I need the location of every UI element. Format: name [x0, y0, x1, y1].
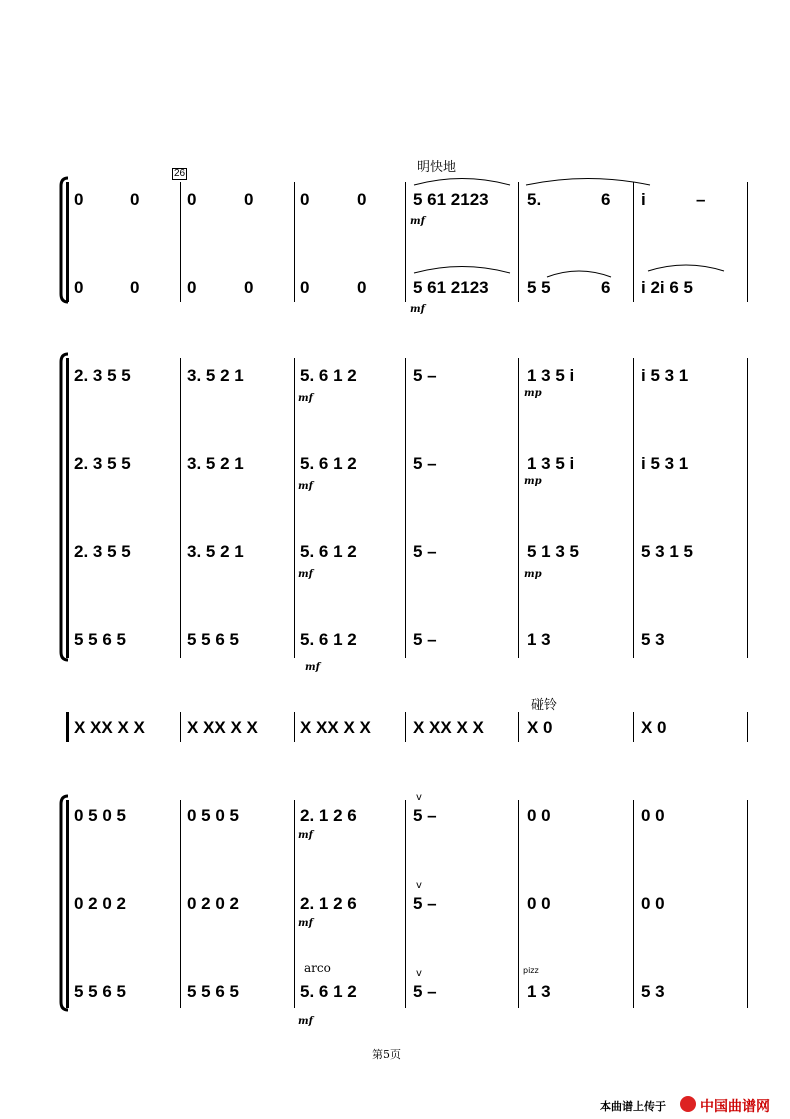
note: 0 — [74, 278, 84, 297]
note-group: 1 3 5 i — [527, 366, 575, 385]
breath-mark: v — [416, 792, 422, 803]
percussion-left-barline — [66, 712, 69, 742]
note-group: 5 – — [413, 630, 437, 649]
note-group: 3. 5 2 1 — [187, 366, 244, 385]
barline — [180, 358, 181, 658]
note-group: 1 3 — [527, 982, 551, 1001]
group3-left-barline — [66, 800, 69, 1008]
note-group: 0 0 — [527, 894, 551, 913]
barline — [180, 712, 181, 742]
tempo-mark: 明快地 — [417, 160, 457, 175]
barline — [518, 182, 519, 302]
note-group: 5 3 — [641, 630, 665, 649]
dynamic-mp: mp — [524, 388, 542, 399]
note-group: 0 5 0 5 — [74, 806, 126, 825]
note-group: 5 – — [413, 982, 437, 1001]
note-group: 5. 6 1 2 — [300, 982, 357, 1001]
note: 6 — [601, 278, 611, 297]
note-group: 5 5 — [527, 278, 551, 297]
note: 0 — [187, 278, 197, 297]
note-group: X 0 — [641, 718, 667, 737]
barline — [294, 712, 295, 742]
barline — [294, 182, 295, 302]
note-group: 1 3 5 i — [527, 454, 575, 473]
barline — [747, 182, 748, 302]
note-group: 2. 3 5 5 — [74, 542, 131, 561]
group1-left-barline — [66, 182, 69, 302]
note-group: 0 2 0 2 — [187, 894, 239, 913]
slur — [412, 264, 512, 274]
note-group: X XX X X — [413, 718, 484, 737]
note-group: 1 3 — [527, 630, 551, 649]
note: 0 — [130, 190, 140, 209]
breath-mark: v — [416, 968, 422, 979]
note-group: 5 – — [413, 806, 437, 825]
note: 0 — [244, 278, 254, 297]
barline — [747, 800, 748, 1008]
barline — [180, 182, 181, 302]
note-group: X XX X X — [187, 718, 258, 737]
dynamic-mf: mf — [298, 830, 313, 841]
note-group: 5 3 — [641, 982, 665, 1001]
note-group: 2. 3 5 5 — [74, 366, 131, 385]
note-group: 5. 6 1 2 — [300, 454, 357, 473]
note-group: 0 0 — [641, 806, 665, 825]
barline — [747, 358, 748, 658]
note-group: 0 5 0 5 — [187, 806, 239, 825]
note-group: 0 0 — [641, 894, 665, 913]
group2-left-barline — [66, 358, 69, 658]
note-group: 5 1 3 5 — [527, 542, 579, 561]
note-group: 5 5 6 5 — [74, 982, 126, 1001]
dynamic-mp: mp — [524, 476, 542, 487]
barline — [294, 358, 295, 658]
note-group: 5 5 6 5 — [74, 630, 126, 649]
breath-mark: v — [416, 880, 422, 891]
note-group: 5. 6 1 2 — [300, 630, 357, 649]
dynamic-mf: mf — [298, 1016, 313, 1027]
note-group: 5. 6 1 2 — [300, 366, 357, 385]
note-group: 2. 1 2 6 — [300, 894, 357, 913]
note-group: i 5 3 1 — [641, 454, 689, 473]
page-number: 第5页 — [372, 1048, 401, 1061]
note-group: 5 – — [413, 542, 437, 561]
note-group: 5 – — [413, 366, 437, 385]
dynamic-mf: mf — [305, 662, 320, 673]
barline — [405, 182, 406, 302]
barline — [633, 358, 634, 658]
note-group: 5 61 2123 — [413, 278, 489, 297]
note-group: 5 5 6 5 — [187, 982, 239, 1001]
slur — [646, 262, 726, 272]
arco-label: arco — [304, 961, 331, 975]
pizz-label: pizz — [523, 966, 539, 975]
barline — [180, 800, 181, 1008]
note-group: 3. 5 2 1 — [187, 454, 244, 473]
note: i — [641, 190, 646, 209]
barline — [405, 800, 406, 1008]
note: 0 — [300, 278, 310, 297]
dynamic-mf: mf — [298, 569, 313, 580]
barline — [747, 712, 748, 742]
note-group: 5 61 2123 — [413, 190, 489, 209]
note-group: 3. 5 2 1 — [187, 542, 244, 561]
note-group: 5 3 1 5 — [641, 542, 693, 561]
barline — [405, 712, 406, 742]
barline — [518, 712, 519, 742]
site-logo-icon — [680, 1096, 696, 1112]
slur — [412, 176, 512, 186]
note-group: 0 0 — [527, 806, 551, 825]
note: 0 — [244, 190, 254, 209]
dynamic-mf: mf — [298, 393, 313, 404]
note: 0 — [300, 190, 310, 209]
dash: – — [696, 190, 706, 209]
slur — [524, 176, 652, 186]
barline — [633, 182, 634, 302]
note-group: 5. 6 1 2 — [300, 542, 357, 561]
slur — [545, 268, 613, 278]
note-group: X 0 — [527, 718, 553, 737]
dynamic-mp: mp — [524, 569, 542, 580]
note-group: X XX X X — [300, 718, 371, 737]
note-group: 0 2 0 2 — [74, 894, 126, 913]
note-group: 2. 3 5 5 — [74, 454, 131, 473]
barline — [294, 800, 295, 1008]
footer-site-name: 中国曲谱网 — [700, 1099, 770, 1115]
note-group: X XX X X — [74, 718, 145, 737]
note-group: 5 – — [413, 454, 437, 473]
barline — [518, 800, 519, 1008]
note: 6 — [601, 190, 611, 209]
note-group: i 2i 6 5 — [641, 278, 693, 297]
note-group: 5. — [527, 190, 542, 209]
dynamic-mf: mf — [298, 918, 313, 929]
dynamic-mf: mf — [298, 481, 313, 492]
note-group: 5 – — [413, 894, 437, 913]
note: 0 — [357, 190, 367, 209]
note: 0 — [74, 190, 84, 209]
barline — [405, 358, 406, 658]
footer-upload-text: 本曲谱上传于 — [600, 1100, 666, 1113]
note: 0 — [187, 190, 197, 209]
note-group: i 5 3 1 — [641, 366, 689, 385]
note: 0 — [357, 278, 367, 297]
note-group: 5 5 6 5 — [187, 630, 239, 649]
barline — [518, 358, 519, 658]
barline — [633, 800, 634, 1008]
percussion-label: 碰铃 — [531, 698, 558, 713]
dynamic-mf: mf — [410, 216, 425, 227]
rehearsal-number: 26 — [174, 168, 186, 179]
note-group: 2. 1 2 6 — [300, 806, 357, 825]
dynamic-mf: mf — [410, 304, 425, 315]
barline — [633, 712, 634, 742]
note: 0 — [130, 278, 140, 297]
